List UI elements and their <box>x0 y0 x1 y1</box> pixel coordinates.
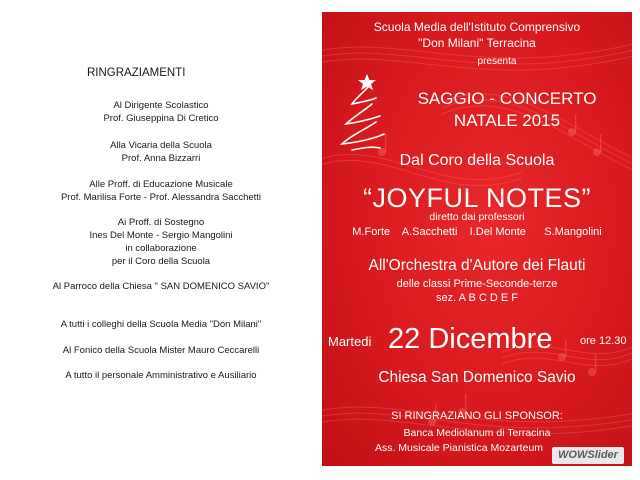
ack-line: A tutti i colleghi della Scuola Media "Don Milani" <box>60 319 262 330</box>
event-year: NATALE 2015 <box>453 111 561 130</box>
ack-line: Alle Proff. di Educazione Musicale <box>89 179 233 190</box>
sponsor-item: Ass. Musicale Pianistica Mozarteum <box>374 442 544 454</box>
sections-line: sez. A B C D E F <box>436 292 518 304</box>
acknowledgements-title: RINGRAZIAMENTI <box>87 67 186 79</box>
ack-line: per il Coro della Scuola <box>111 256 211 267</box>
directed-by: diretto dai professori <box>429 211 525 223</box>
ack-line: Al Dirigente Scolastico <box>113 100 209 111</box>
ack-line: Al Parroco della Chiesa " SAN DOMENICO SAVIO" <box>52 281 270 292</box>
teacher-name: I.Del Monte <box>469 226 526 238</box>
choir-name: “JOYFUL NOTES” <box>362 183 591 213</box>
concert-poster <box>322 12 632 466</box>
choir-intro: Dal Coro della Scuola <box>399 152 555 169</box>
ack-line: A tutto il personale Amministrativo e Ausiliario <box>65 370 257 381</box>
date-row <box>322 323 632 359</box>
presents-label: presenta <box>477 56 517 67</box>
ack-line: Prof. Marilisa Forte - Prof. Alessandra Sacchetti <box>60 192 262 203</box>
school-name: Scuola Media dell'Istituto Comprensivo <box>373 20 581 34</box>
wowslider-watermark: WOWSlider <box>552 447 624 464</box>
sponsor-item: Banca Mediolanum di Terracina <box>403 427 551 439</box>
event-time: ore 12.30 <box>580 335 627 347</box>
ack-line: Prof. Giuseppina Di Cretico <box>103 113 219 124</box>
teacher-name: A.Sacchetti <box>401 226 458 238</box>
ack-line: Prof. Anna Bizzarri <box>121 153 201 164</box>
teacher-name: S.Mangolini <box>544 226 602 238</box>
teacher-name: M.Forte <box>352 226 391 238</box>
ack-line: Ines Del Monte - Sergio Mangolini <box>89 230 233 241</box>
classes-line: delle classi Prime-Seconde-terze <box>396 278 558 290</box>
venue: Chiesa San Domenico Savio <box>378 369 576 386</box>
ack-line: Al Fonico della Scuola Mister Mauro Ceccarelli <box>62 345 260 356</box>
school-location: "Don Milani" Terracina <box>418 36 536 50</box>
teachers-row <box>322 226 632 238</box>
ack-line: Alla Vicaria della Scuola <box>110 140 212 151</box>
sponsors-title: SI RINGRAZIANO GLI SPONSOR: <box>391 410 563 422</box>
day-label: Martedi <box>328 334 372 349</box>
event-date: 22 Dicembre <box>388 323 553 355</box>
ack-line: Ai Proff. di Sostegno <box>117 217 205 228</box>
music-staff-decoration <box>322 12 632 466</box>
event-title: SAGGIO - CONCERTO <box>417 89 597 108</box>
orchestra-name: All'Orchestra d'Autore dei Flauti <box>368 257 586 274</box>
ack-line: in collaborazione <box>125 243 197 254</box>
